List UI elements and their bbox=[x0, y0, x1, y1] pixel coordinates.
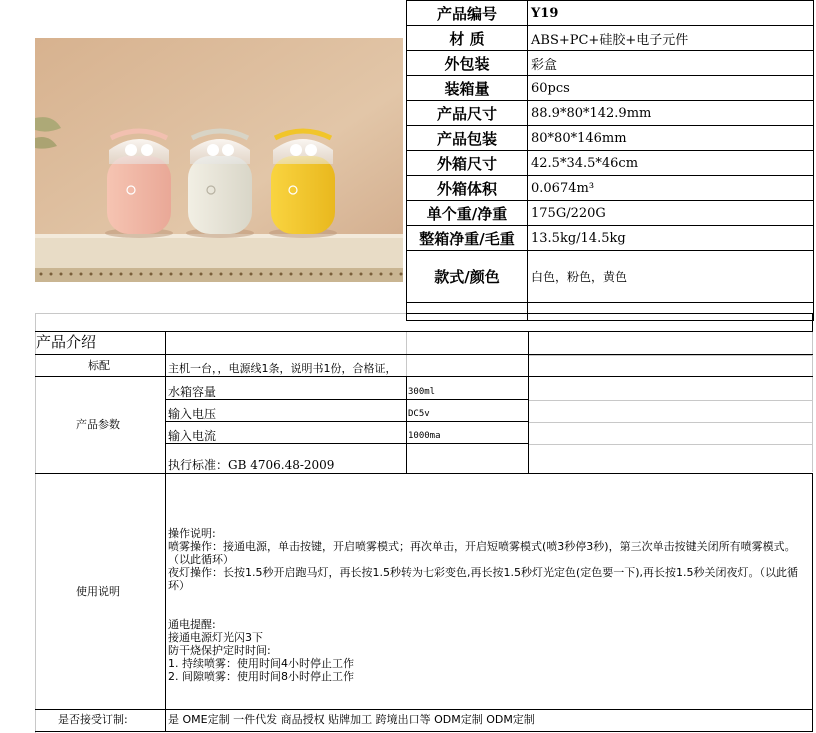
power-line: 接通电源灯光闪3下 bbox=[168, 631, 263, 644]
spec-value: Y19 bbox=[528, 1, 814, 26]
custom-value: 是 OME定制 一件代发 商品授权 贴牌加工 跨境出口等 ODM定制 ODM定制 bbox=[168, 713, 535, 726]
spec-row bbox=[407, 226, 814, 251]
param-value: 300ml bbox=[408, 387, 436, 397]
spec-value: 60pcs bbox=[528, 76, 814, 101]
spec-label: 产品编号 bbox=[407, 1, 528, 26]
spec-row bbox=[407, 151, 814, 176]
param-value: 1000ma bbox=[408, 431, 441, 441]
spec-label: 产品尺寸 bbox=[407, 101, 528, 126]
spec-value: 0.0674m³ bbox=[528, 176, 814, 201]
power-line: 通电提醒: bbox=[168, 618, 216, 631]
param-name: 输入电流 bbox=[168, 429, 217, 443]
spec-value: 白色，粉色，黄色 bbox=[528, 251, 814, 303]
custom-label: 是否接受订制: bbox=[58, 713, 128, 726]
spec-row bbox=[407, 1, 814, 26]
humidifier-photo-illustration bbox=[35, 38, 403, 282]
standard-value: 主机一台，，电源线1条，说明书1份，合格证， bbox=[168, 362, 397, 375]
power-line: 防干烧保护定时时间: bbox=[168, 644, 271, 657]
white-humidifier bbox=[186, 131, 254, 238]
spec-table bbox=[406, 0, 814, 321]
spec-value: 彩盒 bbox=[528, 51, 814, 76]
spec-value: 88.9*80*142.9mm bbox=[528, 101, 814, 126]
spec-row bbox=[407, 126, 814, 151]
power-line: 2. 间隙喷雾：使用时间8小时停止工作 bbox=[168, 670, 354, 683]
spec-label: 材 质 bbox=[407, 26, 528, 51]
usage-line: 喷雾操作：接通电源，单击按键，开启喷雾模式；再次单击，开启短喷雾模式(喷3秒停3秒)，第三次单击按键关闭所有喷雾模式。（以此循环） bbox=[168, 540, 796, 566]
standard-label: 标配 bbox=[88, 359, 110, 372]
spec-label: 外箱尺寸 bbox=[407, 151, 528, 176]
empty-cell bbox=[528, 303, 814, 321]
params-label: 产品参数 bbox=[76, 418, 120, 431]
spec-row bbox=[407, 51, 814, 76]
spec-label: 装箱量 bbox=[407, 76, 528, 101]
spec-row bbox=[407, 76, 814, 101]
spec-row bbox=[407, 251, 814, 303]
spec-empty-row bbox=[407, 303, 814, 321]
spec-row bbox=[407, 101, 814, 126]
exec-standard: 执行标准：GB 4706.48-2009 bbox=[168, 458, 335, 472]
spec-label: 产品包装 bbox=[407, 126, 528, 151]
spec-label: 整箱净重/毛重 bbox=[407, 226, 528, 251]
pink-humidifier bbox=[105, 131, 173, 238]
spec-value: 80*80*146mm bbox=[528, 126, 814, 151]
usage-label: 使用说明 bbox=[76, 585, 120, 598]
spec-value: ABS+PC+硅胶+电子元件 bbox=[528, 26, 814, 51]
yellow-humidifier bbox=[269, 131, 337, 238]
spec-label: 款式/颜色 bbox=[407, 251, 528, 303]
spec-row bbox=[407, 201, 814, 226]
spec-label: 单个重/净重 bbox=[407, 201, 528, 226]
spec-value: 42.5*34.5*46cm bbox=[528, 151, 814, 176]
usage-instructions bbox=[168, 527, 808, 683]
spec-row bbox=[407, 26, 814, 51]
spec-row bbox=[407, 176, 814, 201]
spec-label: 外箱体积 bbox=[407, 176, 528, 201]
spec-label: 外包装 bbox=[407, 51, 528, 76]
spec-value: 175G/220G bbox=[528, 201, 814, 226]
usage-line: 操作说明: bbox=[168, 527, 216, 540]
param-name: 水箱容量 bbox=[168, 385, 217, 399]
section-title-product-intro: 产品介绍 bbox=[36, 333, 97, 351]
product-photo bbox=[35, 38, 403, 282]
usage-line: 夜灯操作：长按1.5秒开启跑马灯，再长按1.5秒转为七彩变色,再长按1.5秒灯光定色(定色要一下),再长按1.5秒关闭夜灯。（以此循环） bbox=[168, 566, 799, 592]
param-name: 输入电压 bbox=[168, 407, 217, 421]
power-line: 1. 持续喷雾：使用时间4小时停止工作 bbox=[168, 657, 354, 670]
param-value: DC5v bbox=[408, 409, 430, 419]
spec-value: 13.5kg/14.5kg bbox=[528, 226, 814, 251]
empty-cell bbox=[407, 303, 528, 321]
